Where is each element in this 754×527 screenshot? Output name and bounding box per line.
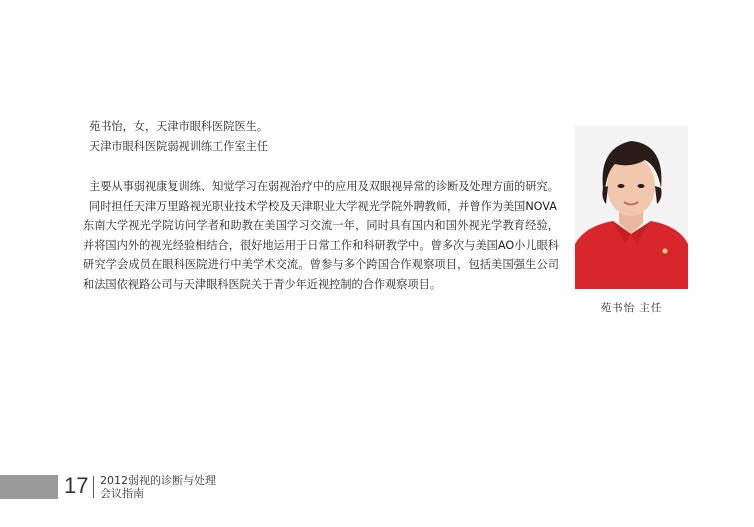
portrait-photo (575, 126, 688, 289)
footer-title-line2: 会议指南 (100, 487, 144, 500)
footer-divider (93, 476, 94, 498)
photo-caption: 苑书怡 主任 (600, 302, 663, 314)
footer-title (100, 474, 216, 500)
footer-title-line1: 2012弱视的诊断与处理 (100, 474, 216, 487)
bio-text-block (83, 117, 559, 294)
page-number: 17 (64, 473, 89, 498)
bio-research-paragraph: 主要从事弱视康复训练、知觉学习在弱视治疗中的应用及双眼视异常的诊断及处理方面的研究。 (89, 180, 559, 193)
bio-experience-paragraph: 东南大学视光学院访问学者和助教在美国学习交流一年，同时具有国内和国外视光学教育经验，并将国内外的视光经验相结合，很好地运用于日常工作和科研教学中。曾多次与美国AO小儿眼科研究学会成员在眼科医院进行中美学术交流。曾参与多个跨国合作观察项目，包括美国强生公司和法国依视路公司与天津眼科医院关于青少年近视控制的合作观察项目。 (83, 219, 559, 291)
footer-bar (0, 475, 58, 499)
bio-intro-line: 苑书怡，女，天津市眼科医院医生。 (89, 120, 269, 133)
bio-experience-first-line: 同时担任天津万里路视光职业技术学校及天津职业大学视光学院外聘教师，并曾作为美国NOVA (89, 199, 557, 213)
bio-title-line: 天津市眼科医院弱视训练工作室主任 (89, 139, 269, 153)
